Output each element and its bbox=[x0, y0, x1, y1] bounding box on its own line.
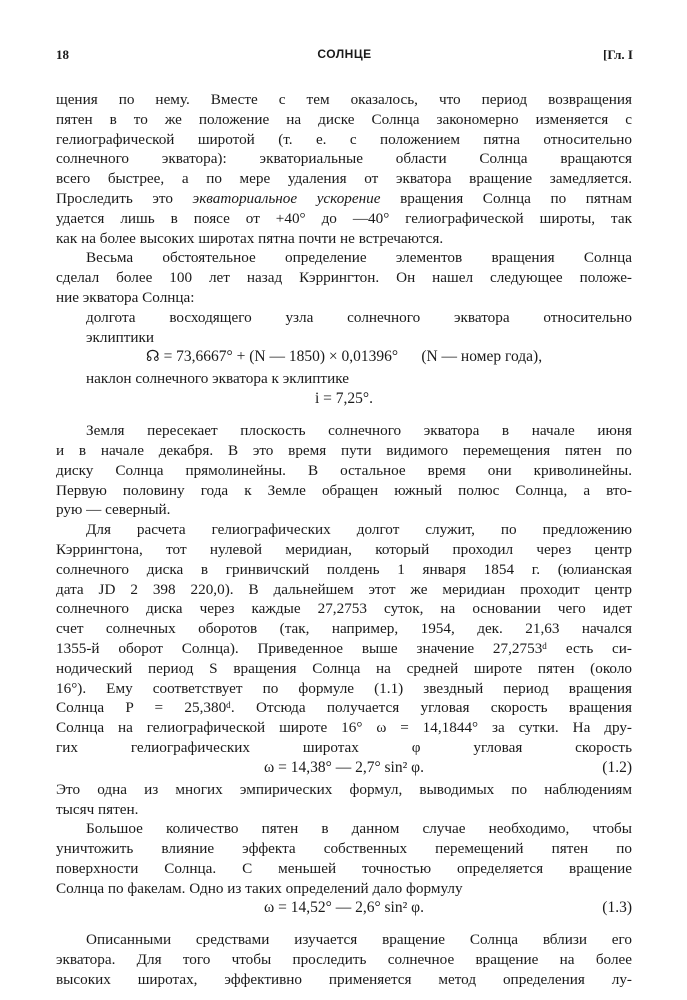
term-equatorial-acceleration: экваториальное ускорение bbox=[192, 189, 381, 207]
equation-number: (1.3) bbox=[602, 899, 632, 917]
equation-text: i = 7,25°. bbox=[315, 390, 373, 408]
text-line: 16°). Ему соответствует по формуле (1.1) звездный период вращения bbox=[56, 679, 632, 697]
text-fragment: Проследить это bbox=[56, 189, 193, 207]
equation-1-2 bbox=[56, 758, 632, 780]
text-line: Солнца P = 25,380ᵈ. Отсюда получается угловая скорость вращения bbox=[56, 699, 632, 717]
paragraph-5 bbox=[56, 780, 632, 820]
text-line: наклон солнечного экватора к эклиптике bbox=[86, 370, 349, 388]
text-line: поверхности Солнца. С меньшей точностью определяется вращение bbox=[56, 859, 632, 877]
paragraph-7 bbox=[56, 930, 632, 989]
paragraph-2 bbox=[56, 248, 632, 347]
text-line: Первую половину года к Земле обращен южный полюс Солнца, а вто- bbox=[56, 481, 632, 499]
text-line: нодический период S вращения Солнца на средней широте пятен (около bbox=[56, 659, 632, 677]
paragraph-6 bbox=[56, 819, 632, 898]
text-line: тысяч пятен. bbox=[56, 800, 139, 818]
paragraph-3 bbox=[56, 421, 632, 520]
text-line: Большое количество пятен в данном случае необходимо, чтобы bbox=[86, 820, 632, 838]
equation-inclination bbox=[56, 389, 632, 411]
text-line: щения по нему. Вместе с тем оказалось, что период возвращения bbox=[56, 91, 632, 108]
text-line: сделал более 100 лет назад Кэррингтон. Он нашел следующее положе- bbox=[56, 269, 632, 287]
equation-text: ☊ = 73,6667° + (N — 1850) × 0,01396° bbox=[145, 348, 399, 366]
text-line: пятен в то же положение на диске Солнца закономерно изменяется с bbox=[56, 110, 632, 128]
text-line: Весьма обстоятельное определение элементов вращения Солнца bbox=[86, 249, 632, 267]
equation-number: (1.2) bbox=[602, 758, 632, 776]
text-line: ние экватора Солнца: bbox=[56, 288, 195, 306]
text-line: счет солнечных оборотов (так, например, 1954, дек. 21,63 начался bbox=[56, 620, 632, 638]
text-fragment: вращения Солнца по пятнам bbox=[380, 189, 632, 207]
text-line: Это одна из многих эмпирических формул, выводимых по наблюдениям bbox=[56, 780, 632, 798]
page-number: 18 bbox=[56, 47, 69, 62]
running-title: СОЛНЦЕ bbox=[317, 47, 372, 61]
text-line: рую — северный. bbox=[56, 501, 171, 519]
text-line: Солнца на гелиографической широте 16° ω = 14,1844° за сутки. На дру- bbox=[56, 719, 632, 737]
text-line: солнечного диска в гринвичский полдень 1 января 1854 г. (юлианская bbox=[56, 560, 632, 578]
paragraph-4 bbox=[56, 520, 632, 758]
text-line: 1355-й оборот Солнца). Приведенное выше значение 27,2753ᵈ есть си- bbox=[56, 639, 632, 657]
chapter-label: [Гл. I bbox=[603, 47, 633, 62]
text-line: Земля пересекает плоскость солнечного экватора в начале июня bbox=[86, 422, 632, 440]
text-line: Описанными средствами изучается вращение Солнца вблизи его bbox=[86, 931, 632, 949]
text-line: эклиптики bbox=[86, 328, 155, 346]
text-line: Солнца по факелам. Одно из таких определений дало формулу bbox=[56, 879, 463, 897]
text-line: гих гелиографических широтах φ угловая скорость bbox=[56, 738, 632, 756]
equation-text: ω = 14,38° — 2,7° sin² φ. bbox=[264, 758, 424, 776]
equation-content bbox=[56, 347, 632, 367]
text-line: солнечного экватора): экваториальные области Солнца вращаются bbox=[56, 150, 632, 168]
text-line: Кэррингтона, тот нулевой меридиан, который проходил через центр bbox=[56, 540, 632, 558]
running-header bbox=[56, 47, 633, 69]
text-line: диску Солнца прямолинейны. В остальное время они криволинейны. bbox=[56, 461, 632, 479]
text-line: дата JD 2 398 220,0). В дальнейшем этот же меридиан проходит центр bbox=[56, 580, 632, 598]
text-line: и в начале декабря. В это время пути видимого перемещения пятен по bbox=[56, 441, 632, 459]
equation-1-3 bbox=[56, 898, 632, 920]
text-line: всего быстрее, а по мере удаления от экватора вращение замедляется. bbox=[56, 170, 632, 188]
text-line: удается лишь в поясе от +40° до —40° гелиографической широты, так bbox=[56, 209, 632, 227]
equation-node-longitude bbox=[56, 347, 632, 369]
text-line: экватора. Для того чтобы проследить солнечное вращение на более bbox=[56, 951, 632, 969]
text-line: высоких широтах, эффективно применяется метод определения лу- bbox=[56, 971, 632, 989]
text-line: уничтожить влияние эффекта собственных перемещений пятен по bbox=[56, 840, 632, 858]
paragraph-1 bbox=[56, 90, 632, 248]
text-line: Для расчета гелиографических долгот служит, по предложению bbox=[86, 521, 632, 539]
text-line: гелиографической широтой (т. е. с положением пятна относительно bbox=[56, 130, 632, 148]
text-line bbox=[56, 189, 632, 209]
text-line: как на более высоких широтах пятна почти не встречаются. bbox=[56, 229, 444, 247]
text-line: солнечного диска через каждые 27,2753 суток, на основании чего идет bbox=[56, 600, 632, 618]
text-line: долгота восходящего узла солнечного экватора относительно bbox=[86, 308, 632, 326]
equation-note: (N — номер года), bbox=[421, 348, 543, 366]
page-body bbox=[56, 90, 632, 990]
equation-text: ω = 14,52° — 2,6° sin² φ. bbox=[264, 899, 424, 917]
